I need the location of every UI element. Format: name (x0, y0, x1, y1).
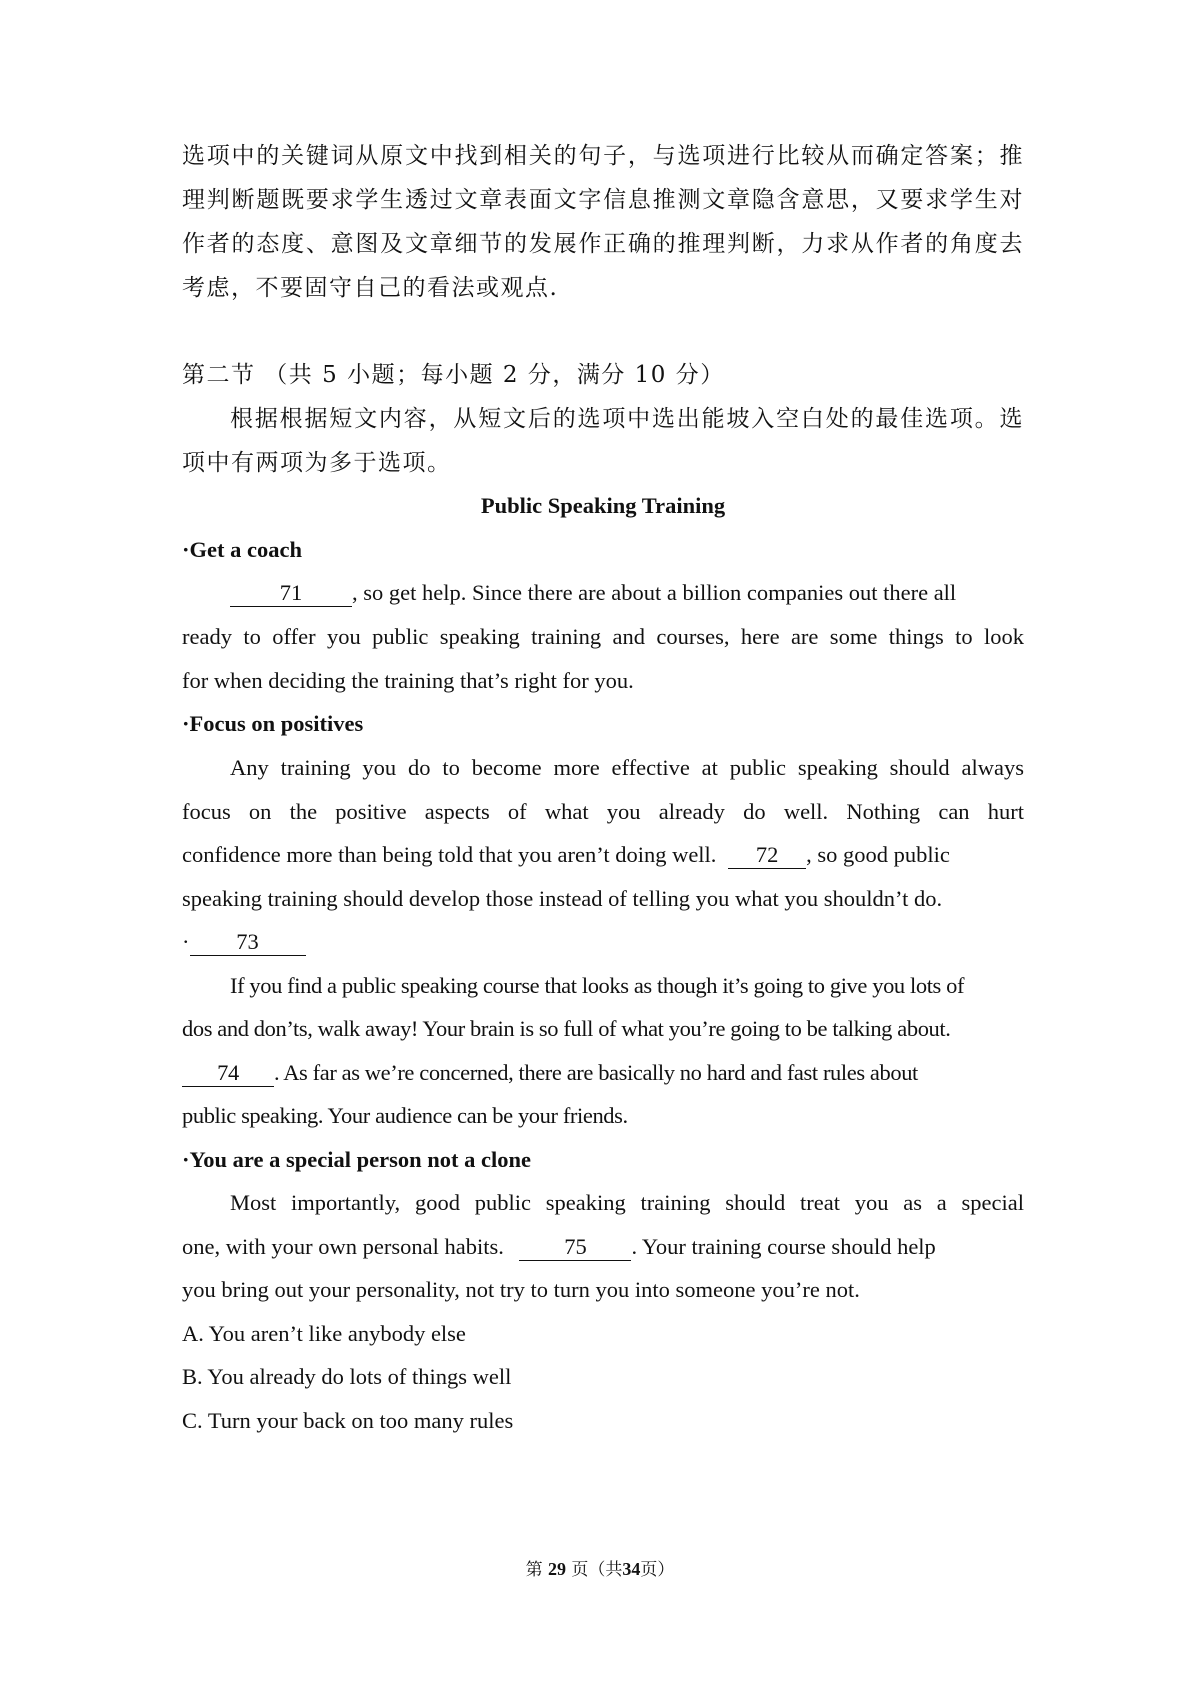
analysis-line-2: 理判断题既要求学生透过文章表面文字信息推测文章隐含意思，又要求学生对 (182, 187, 1024, 213)
instructions-line-1: 根据根据短文内容，从短文后的选项中选出能坡入空白处的最佳选项。选 (230, 406, 1024, 432)
paragraph-2-line-3 (182, 840, 1024, 870)
paragraph-1-line-1 (230, 578, 1024, 608)
blank-71[interactable]: 71 (230, 580, 352, 607)
footer-prefix: 第 (525, 1560, 543, 1580)
paragraph-2-line-2: focus on the positive aspects of what you already do well. Nothing can hurt (182, 799, 1024, 824)
paragraph-1-line-3: for when deciding the training that’s right for you. (182, 668, 634, 693)
page-footer (0, 1555, 1200, 1580)
heading-get-a-coach: ·Get a coach (182, 537, 302, 562)
heading-focus-on-positives: ·Focus on positives (182, 711, 364, 736)
paragraph-3-line-1: If you find a public speaking course that looks as though it’s going to give you lots of (230, 973, 965, 998)
option-c: C. Turn your back on too many rules (182, 1408, 514, 1433)
footer-page-number: 29 (548, 1559, 566, 1579)
option-b: B. You already do lots of things well (182, 1364, 512, 1389)
paragraph-4-text-rest: . Your training course should help (631, 1234, 936, 1259)
paragraph-3-line-3 (182, 1058, 1024, 1088)
section-header: 第二节 （共 5 小题；每小题 2 分，满分 10 分） (182, 362, 725, 388)
heading-blank-73 (182, 927, 1024, 957)
paragraph-3-line-2: dos and don’ts, walk away! Your brain is so full of what you’re going to be talking about. (182, 1016, 951, 1041)
footer-middle: 页（共 (571, 1560, 623, 1580)
paragraph-4-line-1: Most importantly, good public speaking training should treat you as a special (230, 1190, 1024, 1215)
blank-73[interactable]: 73 (190, 929, 306, 956)
paragraph-4-line-3: you bring out your personality, not try to turn you into someone you’re not. (182, 1277, 860, 1302)
paragraph-4-text-start: one, with your own personal habits. (182, 1234, 504, 1259)
paragraph-1-text: , so get help. Since there are about a billion companies out there all (352, 580, 957, 605)
bullet-dot: · (182, 929, 190, 954)
paragraph-2-text-start: confidence more than being told that you aren’t doing well. (182, 842, 717, 867)
instructions-line-2: 项中有两项为多于选项。 (182, 450, 452, 476)
analysis-line-3: 作者的态度、意图及文章细节的发展作正确的推理判断，力求从作者的角度去 (182, 231, 1024, 257)
paragraph-4-line-2 (182, 1232, 1024, 1262)
paragraph-1-line-2: ready to offer you public speaking training and courses, here are some things to look (182, 624, 1024, 649)
analysis-line-4: 考虑，不要固守自己的看法或观点. (182, 275, 559, 301)
paragraph-2-text-rest: , so good public (806, 842, 950, 867)
paragraph-3-text-rest: . As far as we’re concerned, there are basically no hard and fast rules about (274, 1060, 918, 1085)
paragraph-2-line-4: speaking training should develop those instead of telling you what you shouldn’t do. (182, 886, 943, 911)
blank-72[interactable]: 72 (728, 842, 806, 869)
heading-special-person: ·You are a special person not a clone (182, 1147, 531, 1172)
footer-total-pages: 34 (622, 1559, 641, 1579)
blank-75[interactable]: 75 (519, 1234, 631, 1261)
footer-suffix: 页） (640, 1560, 675, 1580)
analysis-line-1: 选项中的关键词从原文中找到相关的句子，与选项进行比较从而确定答案；推 (182, 143, 1024, 169)
passage-title: Public Speaking Training (480, 493, 726, 518)
paragraph-3-line-4: public speaking. Your audience can be your friends. (182, 1103, 628, 1128)
blank-74[interactable]: 74 (182, 1060, 274, 1087)
paragraph-2-line-1: Any training you do to become more effective at public speaking should always (230, 755, 1024, 780)
option-a: A. You aren’t like anybody else (182, 1321, 466, 1346)
